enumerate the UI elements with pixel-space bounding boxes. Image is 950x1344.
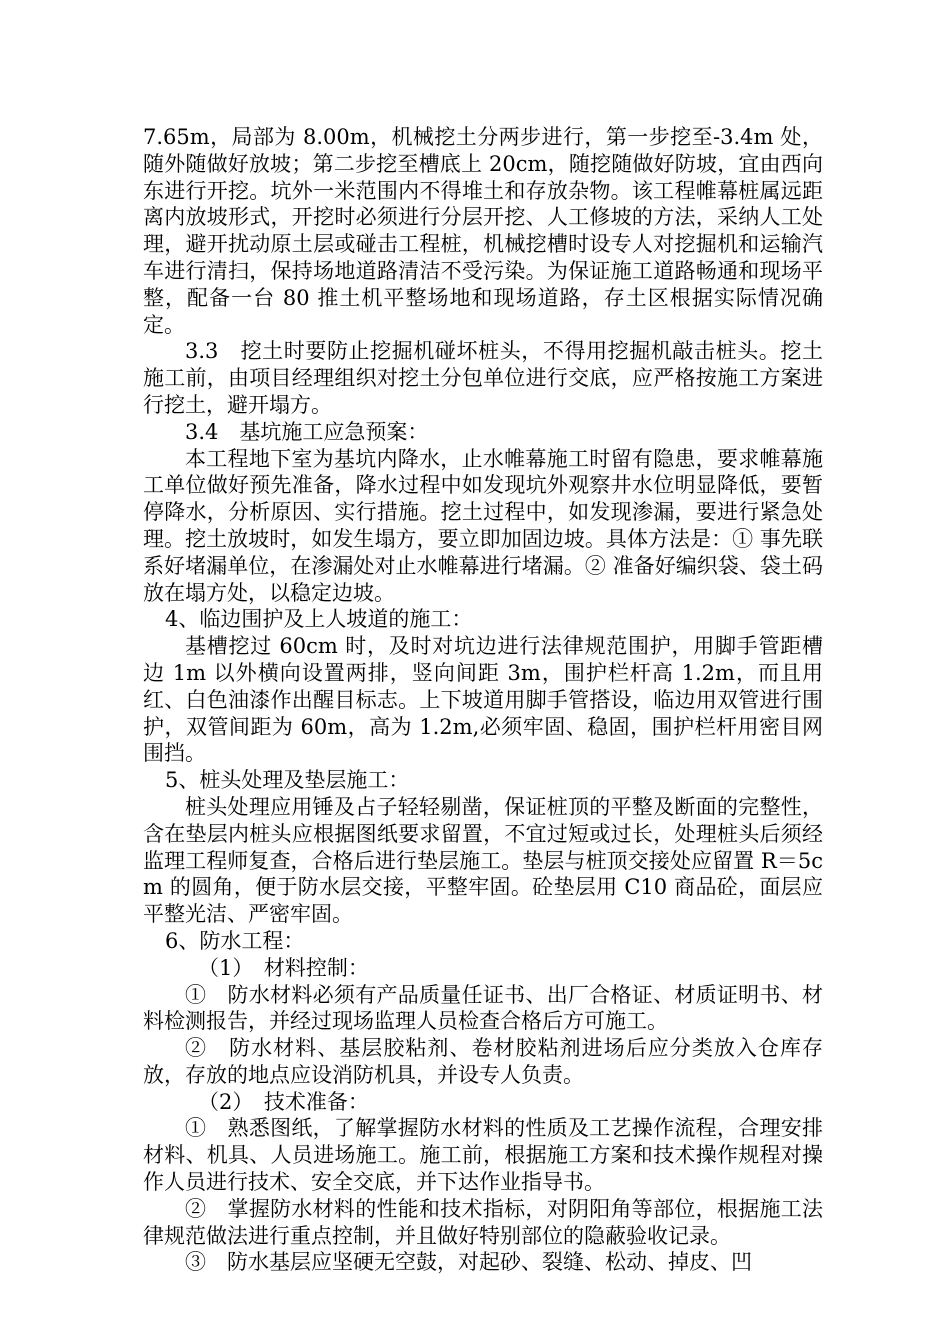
subheading-technical-preparation: （2） 技术准备： (198, 1089, 369, 1114)
list-item-technical-3: ③ 防水基层应坚硬无空鼓，对起砂、裂缝、松动、掉皮、凹 (185, 1250, 752, 1275)
heading-section-5: 5、桩头处理及垫层施工： (165, 768, 410, 793)
list-item-material-1: ① 防水材料必须有产品质量任证书、出厂合格证、材质证明书、材料检测报告，并经过现场监理人员检查合格后方可施工。 (143, 982, 823, 1034)
heading-section-4: 4、临边围护及上人坡道的施工： (165, 607, 473, 632)
subheading-material-control: （1） 材料控制： (198, 955, 369, 980)
heading-section-6: 6、防水工程： (165, 928, 305, 953)
list-item-material-2: ② 防水材料、基层胶粘剂、卷材胶粘剂进场后应分类放入仓库存放，存放的地点应设消防机具，并设专人负责。 (143, 1036, 823, 1087)
list-item-technical-2: ② 掌握防水材料的性能和技术指标，对阴阳角等部位，根据施工法律规范做法进行重点控制，并且做好特别部位的隐蔽验收记录。 (143, 1196, 823, 1248)
list-item-technical-1: ① 熟悉图纸，了解掌握防水材料的性质及工艺操作流程，合理安排材料、机具、人员进场施工。施工前，根据施工方案和技术操作规程对操作人员进行技术、安全交底，并下达作业指导书。 (143, 1116, 823, 1195)
document-body (143, 124, 823, 1276)
paragraph-continued-excavation: 7.65m，局部为 8.00m，机械挖土分两步进行，第一步挖至-3.4m 处，随外随做好放坡；第二步挖至槽底上 20cm，随挖随做好防坡，宜由西向东进行开挖。坑外一米范围内不得堆土和存放杂物。该工程帷幕桩属远距离内放坡形式，开挖时必须进行分层开挖、人工修坡的方法，采纳人工处理，避开扰动原土层或碰击工程桩，机械挖槽时设专人对挖掘机和运输汽车进行清扫，保持场地道路清洁不受污染。为保证施工道路畅通和现场平整，配备一台 80 推土机平整场地和现场道路，存土区根据实际情况确定。 (143, 125, 823, 337)
paragraph-emergency-plan: 本工程地下室为基坑内降水，止水帷幕施工时留有隐患，要求帷幕施工单位做好预先准备，降水过程中如发现坑外观察井水位明显降低，要暂停降水，分析原因、实行措施。挖土过程中，如发现渗漏，要进行紧急处理。挖土放坡时，如发生塌方，要立即加固边坡。具体方法是：① 事先联系好堵漏单位，在渗漏处对止水帷幕进行堵漏。② 准备好编织袋、袋土码放在塌方处，以稳定边坡。 (143, 446, 823, 605)
heading-3-4: 3.4 基坑施工应急预案： (185, 419, 429, 444)
paragraph-3-3: 3.3 挖土时要防止挖掘机碰坏桩头，不得用挖掘机敲击桩头。挖土施工前，由项目经理组织对挖土分包单位进行交底，应严格按施工方案进行挖土，避开塌方。 (143, 339, 823, 417)
paragraph-edge-protection: 基槽挖过 60cm 时，及时对坑边进行法律规范围护，用脚手管距槽边 1m 以外横向设置两排，竖向间距 3m，围护栏杆高 1.2m，而且用红、白色油漆作出醒目标志。上下坡道用脚手管搭设，临边用双管进行围护，双管间距为 60m，高为 1.2m,必须牢固、稳固，围护栏杆用密目网围挡。 (143, 634, 823, 766)
paragraph-pile-head: 桩头处理应用锤及占子轻轻剔凿，保证桩顶的平整及断面的完整性，含在垫层内桩头应根据图纸要求留置，不宜过短或过长，处理桩头后须经监理工程师复查，合格后进行垫层施工。垫层与桩顶交接处应留置 R＝5cm 的圆角，便于防水层交接，平整牢固。砼垫层用 C10 商品砼，面层应平整光洁、严密牢固。 (143, 794, 823, 927)
